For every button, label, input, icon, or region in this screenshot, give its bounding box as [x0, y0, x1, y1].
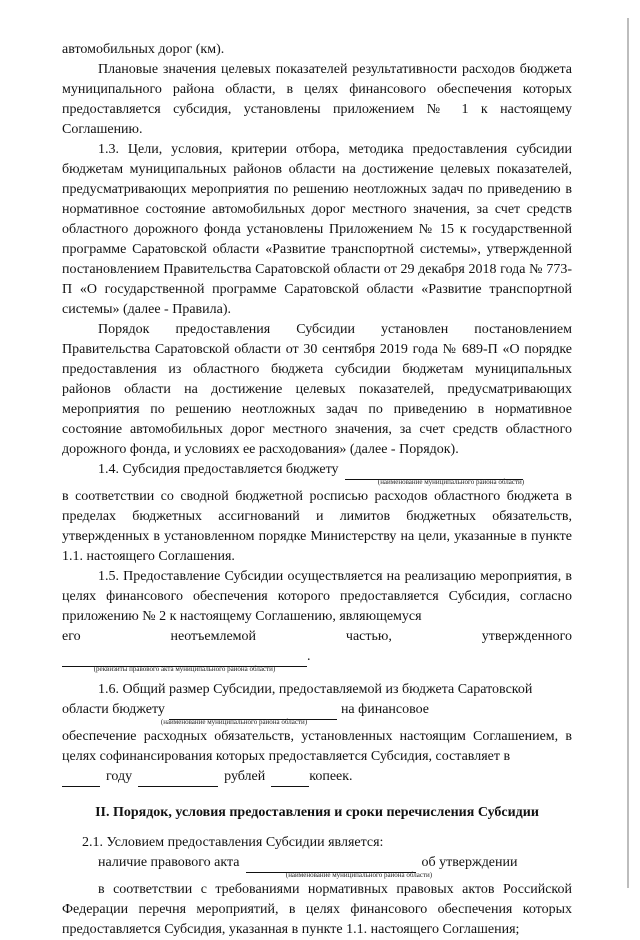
section-2-title: II. Порядок, условия предоставления и сроки перечисления Субсидии [95, 805, 539, 820]
word-kopecks: копеек. [309, 769, 353, 784]
document-body [62, 40, 572, 940]
page-edge-line [627, 18, 629, 888]
para-on-approval: об утверждении [421, 855, 518, 870]
caption-requisites: (реквизиты правового акта муниципального района области) [93, 665, 276, 673]
para-legal-act: наличие правового акта [98, 855, 240, 870]
para-1-6-budget-line [62, 700, 572, 720]
word-approved: утвержденного [481, 629, 572, 644]
caption-municipal-1: (наименование муниципального района области) [377, 478, 525, 486]
para-2-1-rest: в соответствии с требованиями нормативных правовых актов Российской Федерации перечня мероприятий, в целях финансового обеспечения которых предоставляется Субсидия, указанная в пункте 1.1. настоящего Соглашения; [62, 882, 572, 937]
para-1-4-line [62, 460, 572, 480]
para-1-5-spread-line [62, 627, 572, 647]
word-year: году [106, 769, 133, 784]
word-integral: неотъемлемой [170, 629, 257, 644]
para-2-1: 2.1. Условием предоставления Субсидии является: [82, 835, 384, 850]
kopecks-blank[interactable] [271, 771, 309, 787]
caption-municipal-2: (наименование муниципального района области) [160, 718, 308, 726]
para-1-6-budget: области бюджету [62, 702, 165, 717]
year-blank[interactable] [62, 771, 100, 787]
para-1-6-start: 1.6. Общий размер Субсидии, предоставляемой из бюджета Саратовской [98, 682, 533, 697]
rubles-blank[interactable] [138, 771, 218, 787]
word-his: его [62, 629, 81, 644]
line-continuation: автомобильных дорог (км). [62, 42, 225, 57]
para-1-3: 1.3. Цели, условия, критерии отбора, методика предоставления субсидии бюджетам муниципальных районов области на достижение целевых показателей, предусматривающих мероприятия по решению неотложных задач по приведению в нормативное состояние автомобильных дорог местного значения, за счет средств областного дорожного фонда установлены Приложением № 15 к государственной программе Саратовской области «Развитие транспортной системы», утвержденной постановлением Правительства Саратовской области от 29 декабря 2018 года № 773-П «О государственной программе Саратовской области «Развитие транспортной системы» (далее - Правила). [62, 142, 572, 317]
para-1-5: 1.5. Предоставление Субсидии осуществляется на реализацию мероприятия, в целях финансового обеспечения которого предоставляется Субсидия, согласно приложению № 2 к настоящему Соглашению, являющемуся [62, 569, 572, 624]
amount-line [62, 767, 572, 787]
para-1-6-rest: обеспечение расходных обязательств, установленных настоящим Соглашением, в целях софинансирования которых предоставляется Субсидия, составляет в [62, 729, 572, 764]
requisites-line: . [62, 647, 572, 667]
word-part: частью, [345, 629, 392, 644]
para-1-6-fin: на финансовое [340, 702, 430, 717]
para-procedure: Порядок предоставления Субсидии установлен постановлением Правительства Саратовской области от 30 сентября 2019 года № 689-П «О порядке предоставления из областного бюджета субсидии бюджетам муниципальных районов области на достижение целевых показателей, предусматривающих мероприятия по решению неотложных задач по приведению в нормативное состояние автомобильных дорог местного значения, за счет средств областного дорожного фонда, и условиях ее расходования» (далее - Порядок). [62, 322, 572, 457]
caption-municipal-3: (наименование муниципального района области) [285, 871, 433, 879]
legal-act-line [62, 853, 572, 873]
para-planned-values: Плановые значения целевых показателей результативности расходов бюджета муниципального района области, в целях финансового обеспечения которых предоставляется субсидия, установлены приложением № 1 к настоящему Соглашению. [62, 62, 572, 137]
para-1-4-start: 1.4. Субсидия предоставляется бюджету [98, 462, 339, 477]
para-1-4-rest: в соответствии со сводной бюджетной росписью расходов областного бюджета в пределах бюджетных ассигнований и лимитов бюджетных обязательств, утвержденных в установленном порядке Министерству на цели, указанные в пункте 1.1. настоящего Соглашения. [62, 489, 572, 564]
word-rubles: рублей [224, 769, 266, 784]
